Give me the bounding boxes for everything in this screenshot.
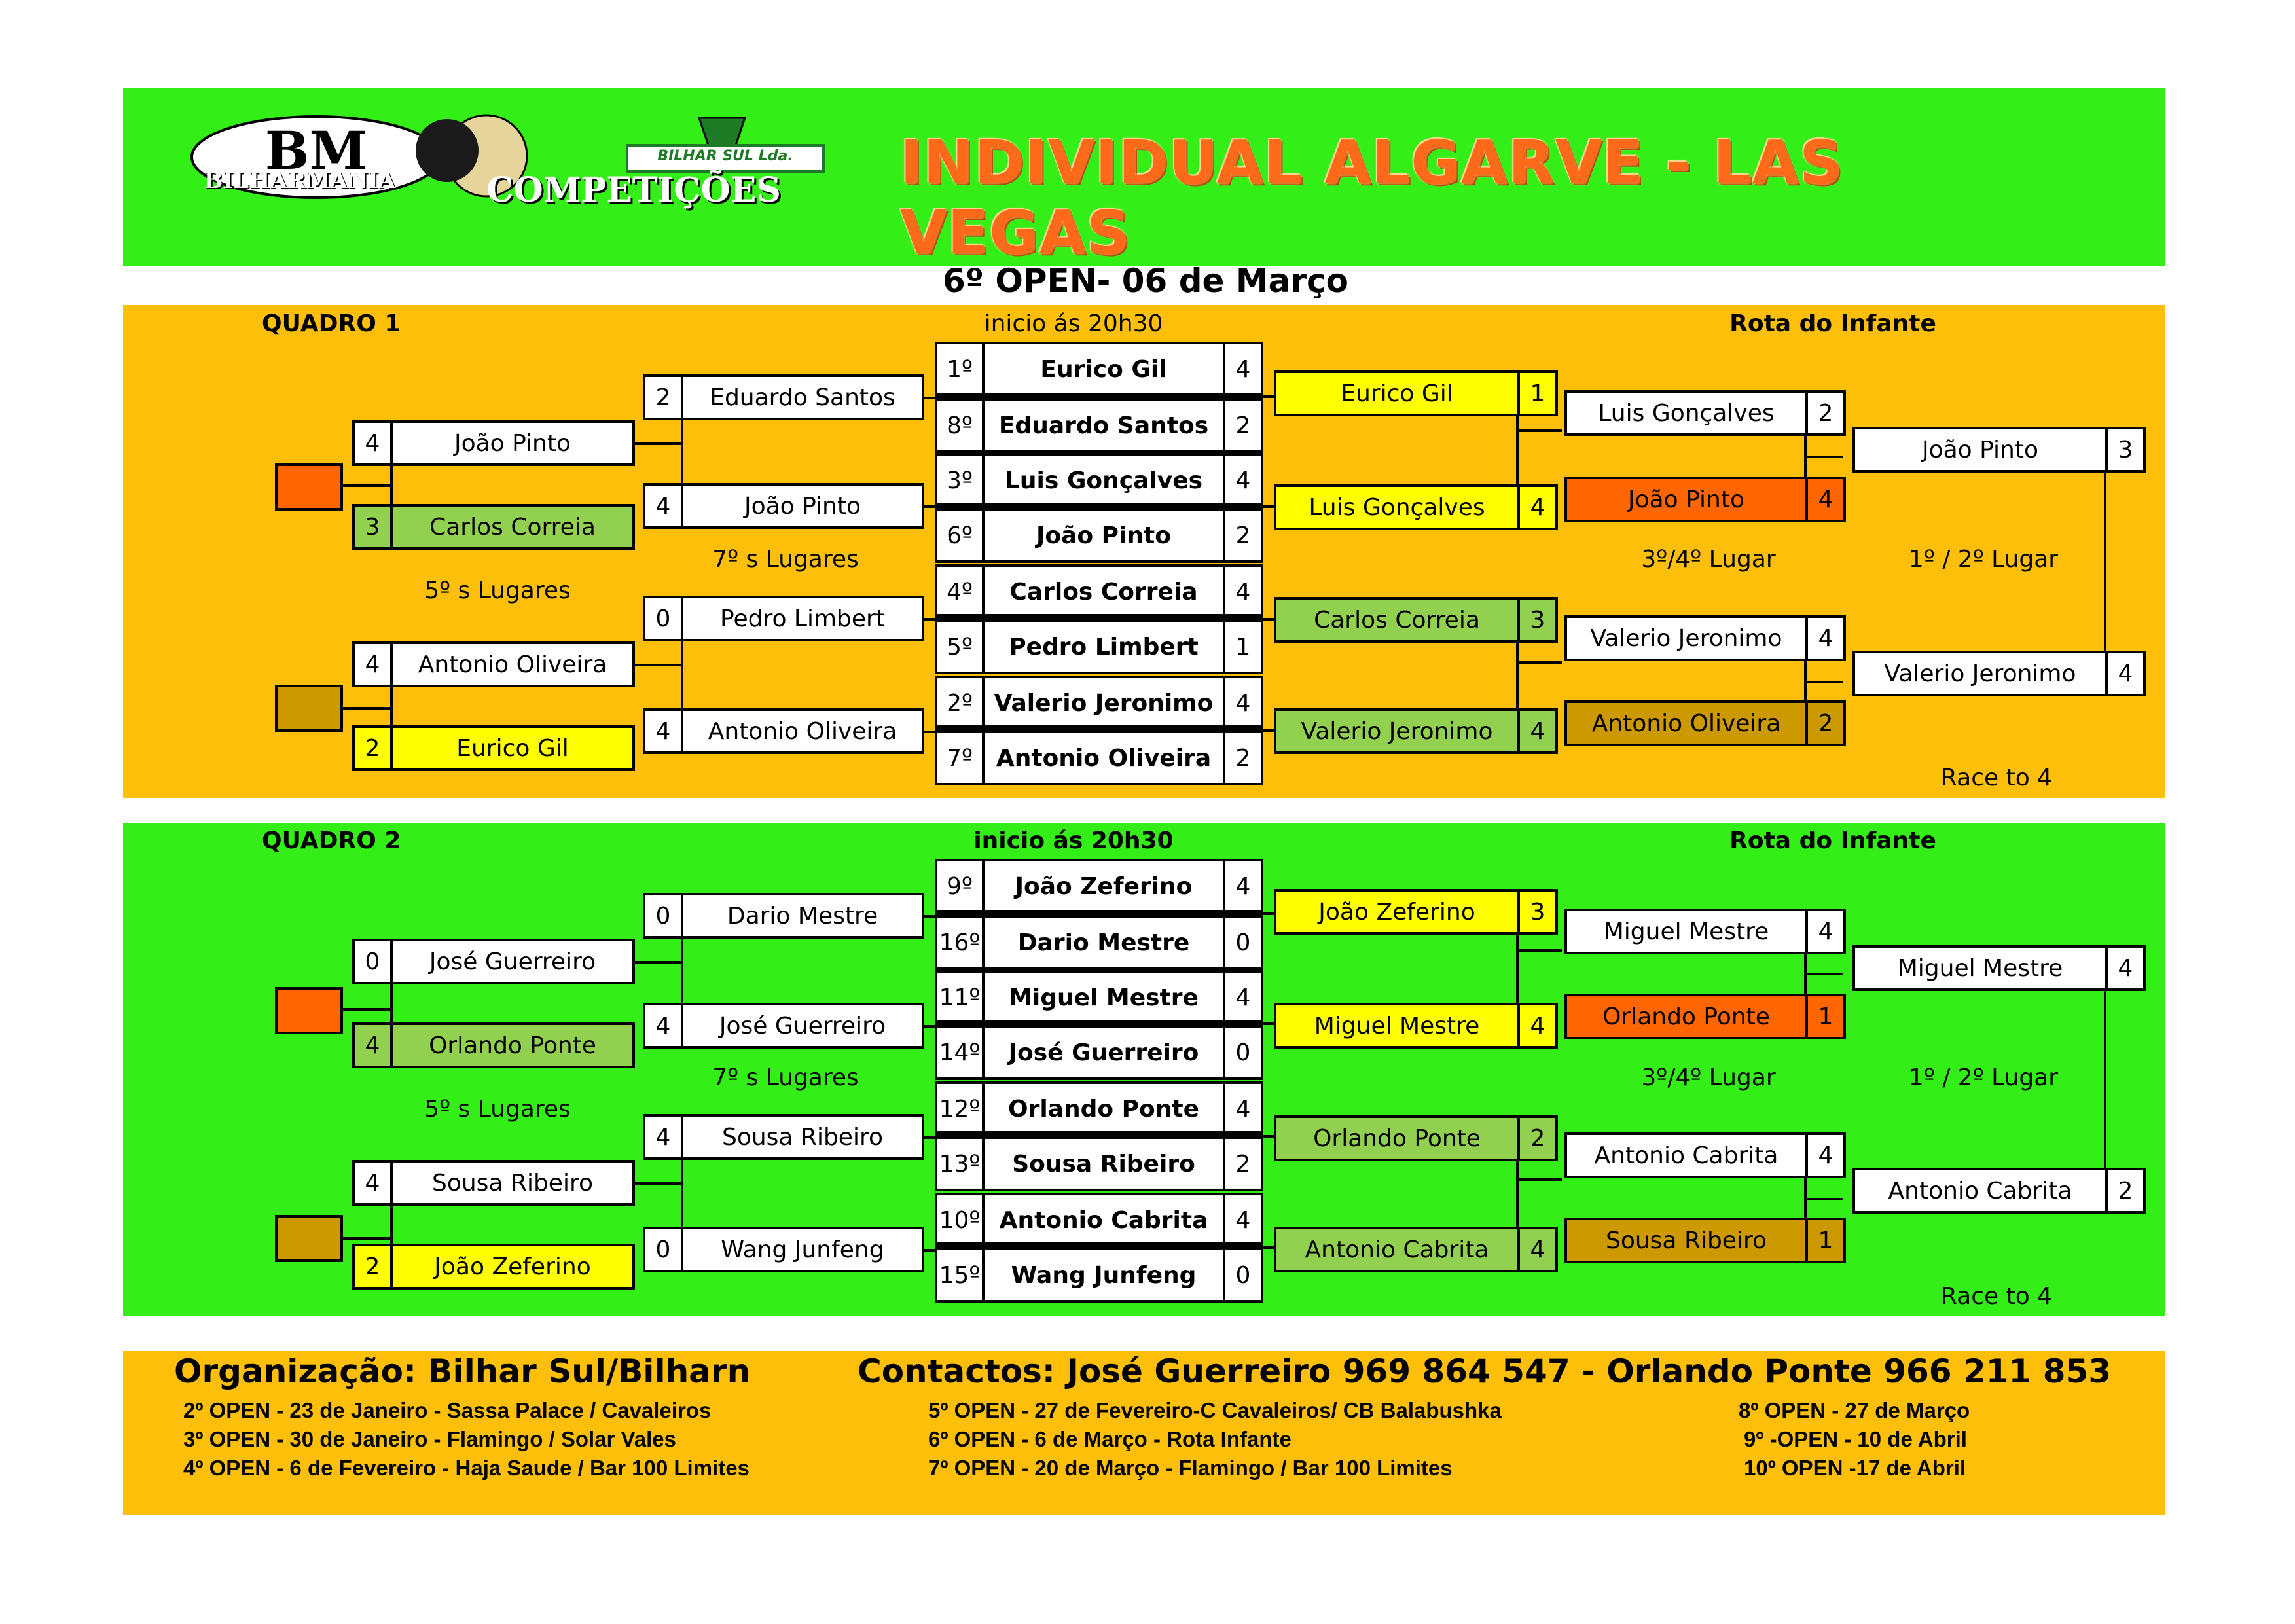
- q1-l1-score-2: 0: [643, 596, 683, 641]
- q1-r2-score-3: 2: [1805, 700, 1846, 746]
- q1-l2-name-0: João Pinto: [390, 420, 635, 466]
- q2-c-name-6: Antonio Cabrita: [982, 1193, 1225, 1248]
- page-title: INDIVIDUAL ALGARVE - LAS VEGAS: [900, 128, 1844, 268]
- event-title: 6º OPEN- 06 de Março: [943, 262, 1348, 300]
- q2-l1-score-3: 0: [643, 1227, 683, 1272]
- q2-r2conn-2: [1804, 973, 1843, 975]
- q2-r1-score-0: 3: [1517, 889, 1558, 935]
- q1-c-seed-7: 7º: [935, 731, 985, 785]
- q1-c-score-4: 4: [1223, 564, 1263, 619]
- q2-l1-score-1: 4: [643, 1003, 683, 1049]
- q1-venue: Rota do Infante: [1729, 310, 1936, 337]
- q1-c-score-7: 2: [1223, 731, 1263, 785]
- footer-col3-line-0: 8º OPEN - 27 de Março: [1739, 1398, 1970, 1422]
- q1-fifth-marker: [275, 463, 343, 511]
- q1-rconn-1: [1262, 395, 1275, 398]
- q2-third-label: 3º/4º Lugar: [1641, 1064, 1776, 1091]
- q1-l1-name-0: Eduardo Santos: [681, 374, 924, 420]
- q2-l1-score-0: 0: [643, 893, 683, 939]
- q1-r3-name-1: Valerio Jeronimo: [1852, 651, 2108, 696]
- q2-c-seed-0: 9º: [935, 859, 985, 914]
- q2-r2-score-3: 1: [1805, 1218, 1846, 1263]
- logo-brand-text: BILHARMANIA: [204, 168, 396, 194]
- logo-bilharsul-text: BILHAR SUL Lda.: [657, 148, 793, 164]
- q1-race: Race to 4: [1940, 765, 2053, 791]
- q1-seventh-label: 7º s Lugares: [712, 546, 859, 573]
- q1-r1-score-2: 3: [1517, 597, 1558, 643]
- q1-l2-score-3: 2: [352, 725, 393, 771]
- q2-l2-score-3: 2: [352, 1244, 393, 1290]
- q1-rconn-3: [1262, 618, 1275, 621]
- q1-label: QUADRO 1: [262, 310, 401, 337]
- q1-conn-1: [635, 442, 682, 445]
- footer-col1-line-0: 2º OPEN - 23 de Janeiro - Sassa Palace / Cavaleiros: [183, 1398, 712, 1422]
- q2-l1-name-1: José Guerreiro: [681, 1003, 924, 1049]
- q2-l2-score-2: 4: [352, 1160, 393, 1206]
- q1-c-name-5: Pedro Limbert: [982, 619, 1225, 674]
- q1-r2-name-0: Luis Gonçalves: [1564, 390, 1808, 436]
- q1-l1-name-1: João Pinto: [681, 483, 924, 529]
- q2-rconn-1: [1262, 912, 1275, 915]
- q2-rconn-2: [1262, 1022, 1275, 1025]
- q1-c-name-6: Valerio Jeronimo: [982, 676, 1225, 731]
- q1-r2-score-0: 2: [1805, 390, 1846, 436]
- q1-r2-score-1: 4: [1805, 477, 1846, 522]
- q2-c-name-1: Dario Mestre: [982, 915, 1225, 970]
- q1-l1-score-3: 4: [643, 708, 683, 754]
- q2-l1-name-3: Wang Junfeng: [681, 1227, 924, 1272]
- q1-c-name-4: Carlos Correia: [982, 564, 1225, 619]
- q1-c-score-2: 4: [1223, 453, 1263, 508]
- q2-l2-conn-a: [390, 984, 393, 1022]
- q2-first-label: 1º / 2º Lugar: [1908, 1064, 2059, 1091]
- footer-organization: Organização: Bilhar Sul/Bilharn: [174, 1352, 751, 1390]
- q2-r2-score-0: 4: [1805, 909, 1846, 954]
- q2-c-score-1: 0: [1223, 915, 1263, 970]
- q2-c-score-2: 4: [1223, 970, 1263, 1025]
- q1-r1-score-1: 4: [1517, 484, 1558, 530]
- q1-r2-score-2: 4: [1805, 615, 1846, 661]
- q2-r2-name-3: Sousa Ribeiro: [1564, 1218, 1808, 1263]
- q2-conn-3: [635, 1182, 682, 1185]
- q1-l1-score-1: 4: [643, 483, 683, 529]
- q1-c-seed-4: 4º: [935, 564, 985, 619]
- q1-l1-score-0: 2: [643, 374, 683, 420]
- q1-r1-score-3: 4: [1517, 708, 1558, 754]
- q2-start: inicio ás 20h30: [973, 827, 1174, 854]
- q2-l2-name-2: Sousa Ribeiro: [390, 1160, 635, 1206]
- q2-r1-score-2: 2: [1517, 1115, 1558, 1161]
- q1-c-seed-2: 3º: [935, 453, 985, 508]
- q1-c-seed-3: 6º: [935, 508, 985, 563]
- q1-c-seed-1: 8º: [935, 398, 985, 453]
- q2-l2-name-3: João Zeferino: [390, 1244, 635, 1290]
- q1-l2-name-3: Eurico Gil: [390, 725, 635, 771]
- q2-conn-2: [681, 939, 683, 1003]
- q2-venue: Rota do Infante: [1729, 827, 1936, 854]
- q2-c-seed-3: 14º: [935, 1025, 985, 1080]
- q1-r2-name-2: Valerio Jeronimo: [1564, 615, 1808, 661]
- q2-r2-score-2: 4: [1805, 1132, 1846, 1178]
- q2-r1-name-1: Miguel Mestre: [1274, 1003, 1520, 1049]
- q1-r2-name-3: Antonio Oliveira: [1564, 700, 1808, 746]
- q1-conn-4: [681, 641, 683, 708]
- q1-r3-score-0: 3: [2105, 427, 2146, 473]
- q1-c-seed-5: 5º: [935, 619, 985, 674]
- q2-r2conn-4: [1804, 1198, 1843, 1200]
- q1-c-seed-6: 2º: [935, 676, 985, 731]
- q2-r1-score-3: 4: [1517, 1227, 1558, 1272]
- q2-c-name-7: Wang Junfeng: [982, 1248, 1225, 1303]
- q2-c-name-3: José Guerreiro: [982, 1025, 1225, 1080]
- svg-text:BM: BM: [264, 120, 368, 181]
- q1-r2conn-2: [1804, 456, 1843, 458]
- q1-c-name-2: Luis Gonçalves: [982, 453, 1225, 508]
- q1-l2-conn-a2: [343, 484, 391, 487]
- q1-fifth-marker-2: [275, 685, 343, 732]
- footer-col2-line-2: 7º OPEN - 20 de Março - Flamingo / Bar 100 Limites: [928, 1456, 1453, 1480]
- q2-c-name-0: João Zeferino: [982, 859, 1225, 914]
- q1-rconn-2: [1262, 505, 1275, 508]
- q2-c-score-6: 4: [1223, 1193, 1263, 1248]
- q1-c-score-5: 1: [1223, 619, 1263, 674]
- q2-c-name-2: Miguel Mestre: [982, 970, 1225, 1025]
- q1-rconn-7: [1516, 643, 1519, 708]
- q2-seventh-label: 7º s Lugares: [712, 1064, 859, 1091]
- q2-c-seed-4: 12º: [935, 1081, 985, 1136]
- q2-c-name-4: Orlando Ponte: [982, 1081, 1225, 1136]
- q1-r3conn-1: [2104, 471, 2106, 652]
- q2-l1-name-0: Dario Mestre: [681, 893, 924, 939]
- q1-rconn-8: [1516, 661, 1562, 664]
- q1-r1-score-0: 1: [1517, 370, 1558, 416]
- q1-c-name-1: Eduardo Santos: [982, 398, 1225, 453]
- q2-race: Race to 4: [1940, 1283, 2053, 1310]
- q1-conn-3: [635, 664, 682, 666]
- q2-c-seed-1: 16º: [935, 915, 985, 970]
- footer-col1-line-1: 3º OPEN - 30 de Janeiro - Flamingo / Solar Vales: [183, 1427, 676, 1451]
- q2-c-score-0: 4: [1223, 859, 1263, 914]
- logo-competicoes-text: COMPETIÇÕES: [486, 170, 781, 210]
- q2-r3-score-1: 2: [2105, 1168, 2146, 1214]
- q2-l1-name-2: Sousa Ribeiro: [681, 1114, 924, 1160]
- q2-c-seed-6: 10º: [935, 1193, 985, 1248]
- q2-l2-name-1: Orlando Ponte: [390, 1022, 635, 1068]
- q2-r2-name-2: Antonio Cabrita: [1564, 1132, 1808, 1178]
- q2-c-seed-5: 13º: [935, 1136, 985, 1191]
- q1-conn-2: [681, 420, 683, 483]
- logo: [156, 105, 850, 209]
- q1-l1-name-3: Antonio Oliveira: [681, 708, 924, 754]
- q2-l2-score-0: 0: [352, 939, 393, 984]
- q1-l2-name-2: Antonio Oliveira: [390, 641, 635, 687]
- q1-fifth-label: 5º s Lugares: [424, 577, 571, 604]
- footer-contacts: Contactos: José Guerreiro 969 864 547 - Orlando Ponte 966 211 853: [858, 1352, 2112, 1390]
- q1-c-score-6: 4: [1223, 676, 1263, 731]
- q2-conn-4: [681, 1160, 683, 1227]
- q2-fifth-label: 5º s Lugares: [424, 1096, 571, 1123]
- q2-l2-name-0: José Guerreiro: [390, 939, 635, 984]
- q1-start: inicio ás 20h30: [984, 310, 1163, 337]
- q1-r1-name-2: Carlos Correia: [1274, 597, 1520, 643]
- q2-c-name-5: Sousa Ribeiro: [982, 1136, 1225, 1191]
- q2-c-seed-7: 15º: [935, 1248, 985, 1303]
- q2-c-score-5: 2: [1223, 1136, 1263, 1191]
- footer-col2-line-0: 5º OPEN - 27 de Fevereiro-C Cavaleiros/ CB Balabushka: [928, 1398, 1502, 1422]
- footer-col1-line-2: 4º OPEN - 6 de Fevereiro - Haja Saude / Bar 100 Limites: [183, 1456, 750, 1480]
- q2-rconn-4: [1262, 1246, 1275, 1249]
- q2-rconn-3: [1262, 1135, 1275, 1138]
- q2-c-seed-2: 11º: [935, 970, 985, 1025]
- q1-l2-conn-b2: [343, 707, 391, 710]
- q1-c-name-0: Eurico Gil: [982, 342, 1225, 397]
- q2-r3-name-1: Antonio Cabrita: [1852, 1168, 2108, 1214]
- q2-c-score-7: 0: [1223, 1248, 1263, 1303]
- q1-r3-name-0: João Pinto: [1852, 427, 2108, 473]
- q1-r2conn-4: [1804, 681, 1843, 683]
- q2-r1-name-0: João Zeferino: [1274, 889, 1520, 935]
- q2-rconn-7: [1516, 1161, 1519, 1227]
- q1-r2-name-1: João Pinto: [1564, 477, 1808, 522]
- q1-rconn-5: [1516, 416, 1519, 484]
- q1-l2-score-0: 4: [352, 420, 393, 466]
- q1-c-name-7: Antonio Oliveira: [982, 731, 1225, 785]
- q1-l2-score-2: 4: [352, 641, 393, 687]
- q1-l2-name-1: Carlos Correia: [390, 504, 635, 550]
- q2-l2-score-1: 4: [352, 1022, 393, 1068]
- q2-l2-conn-a2: [343, 1008, 391, 1011]
- q2-r2-score-1: 1: [1805, 994, 1846, 1039]
- q2-r2-name-1: Orlando Ponte: [1564, 994, 1808, 1039]
- q1-c-seed-0: 1º: [935, 342, 985, 397]
- footer-col2-line-1: 6º OPEN - 6 de Março - Rota Infante: [928, 1427, 1292, 1451]
- q2-c-score-4: 4: [1223, 1081, 1263, 1136]
- q2-rconn-6: [1516, 949, 1562, 952]
- q1-l2-score-1: 3: [352, 504, 393, 550]
- q2-fifth-marker-2: [275, 1215, 343, 1262]
- q2-l1-score-2: 4: [643, 1114, 683, 1160]
- q1-c-score-1: 2: [1223, 398, 1263, 453]
- q2-rconn-5: [1516, 935, 1519, 1003]
- q2-r3conn-1: [2104, 990, 2106, 1169]
- q2-c-score-3: 0: [1223, 1025, 1263, 1080]
- q2-r1-name-2: Orlando Ponte: [1274, 1115, 1520, 1161]
- q1-r3-score-1: 4: [2105, 651, 2146, 696]
- footer-col3-line-2: 10º OPEN -17 de Abril: [1744, 1456, 1966, 1480]
- q1-rconn-6: [1516, 429, 1562, 432]
- q2-r2-name-0: Miguel Mestre: [1564, 909, 1808, 954]
- q2-label: QUADRO 2: [262, 827, 401, 854]
- q2-rconn-8: [1516, 1178, 1562, 1181]
- q2-r1-name-3: Antonio Cabrita: [1274, 1227, 1520, 1272]
- q2-r3-score-0: 4: [2105, 945, 2146, 991]
- q1-r1-name-0: Eurico Gil: [1274, 370, 1520, 416]
- q1-r1-name-1: Luis Gonçalves: [1274, 484, 1520, 530]
- q2-r3-name-0: Miguel Mestre: [1852, 945, 2108, 991]
- q1-l1-name-2: Pedro Limbert: [681, 596, 924, 641]
- q1-third-label: 3º/4º Lugar: [1641, 546, 1776, 573]
- q1-l2-conn-b: [390, 687, 393, 725]
- q2-l2-conn-b2: [343, 1237, 391, 1240]
- q1-c-score-3: 2: [1223, 508, 1263, 563]
- q1-r1-name-3: Valerio Jeronimo: [1274, 708, 1520, 754]
- q2-conn-1: [635, 961, 682, 964]
- footer-col3-line-1: 9º -OPEN - 10 de Abril: [1744, 1427, 1967, 1451]
- q1-first-label: 1º / 2º Lugar: [1908, 546, 2059, 573]
- q1-c-score-0: 4: [1223, 342, 1263, 397]
- q1-c-name-3: João Pinto: [982, 508, 1225, 563]
- q2-fifth-marker: [275, 987, 343, 1034]
- q2-r1-score-1: 4: [1517, 1003, 1558, 1049]
- q1-rconn-4: [1262, 729, 1275, 732]
